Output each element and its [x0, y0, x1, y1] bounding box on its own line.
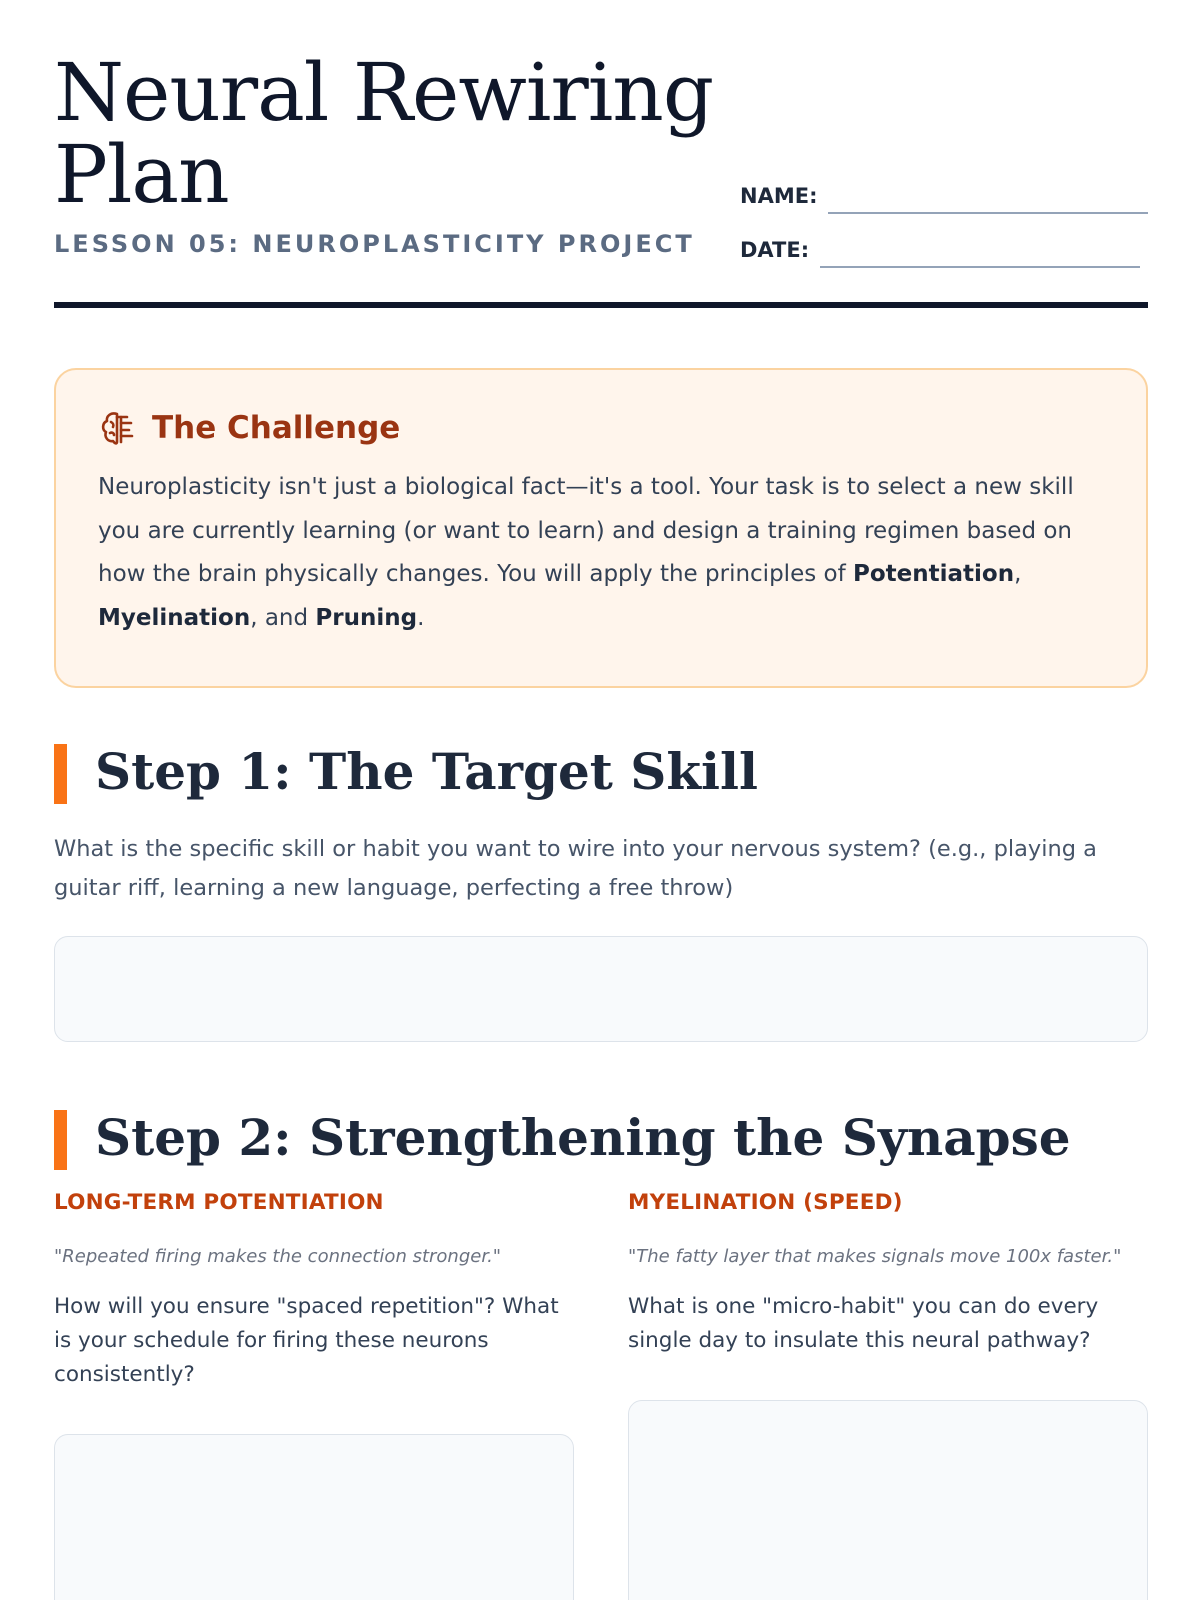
myelination-question: What is one "micro-habit" you can do every single day to insulate this neural pathway?: [628, 1294, 1099, 1353]
step-accent-bar: [54, 744, 67, 804]
name-line[interactable]: [828, 212, 1148, 214]
term-myelination: Myelination: [98, 604, 251, 631]
step2-title: Step 2: Strengthening the Synapse: [95, 1108, 1071, 1167]
potentiation-question: How will you ensure "spaced repetition"? What is your schedule for firing these neurons consistently?: [54, 1294, 559, 1387]
challenge-title: The Challenge: [152, 410, 401, 446]
worksheet-header: [54, 46, 1148, 312]
date-line[interactable]: [820, 266, 1140, 268]
name-label: NAME:: [740, 184, 818, 208]
myelination-answer-box[interactable]: [628, 1400, 1148, 1600]
potentiation-answer-box[interactable]: [54, 1434, 574, 1600]
period: .: [417, 604, 425, 631]
date-field[interactable]: [740, 228, 1148, 268]
term-pruning: Pruning: [315, 604, 418, 631]
lesson-subtitle: LESSON 05: NEUROPLASTICITY PROJECT: [54, 230, 695, 258]
worksheet-page: [54, 0, 1148, 1600]
separator: , and: [250, 604, 316, 631]
header-divider: [54, 302, 1148, 308]
challenge-header: [98, 408, 1104, 448]
date-label: DATE:: [740, 238, 810, 262]
potentiation-heading: LONG-TERM POTENTIATION: [54, 1190, 384, 1215]
step1-title: Step 1: The Target Skill: [95, 742, 758, 801]
separator: ,: [1014, 561, 1022, 587]
name-field[interactable]: [740, 174, 1148, 214]
step1-heading: [54, 744, 1148, 804]
step-accent-bar: [54, 1110, 67, 1170]
page-title: Neural Rewiring Plan: [54, 46, 714, 221]
step2-heading: [54, 1110, 1148, 1170]
myelination-heading: MYELINATION (SPEED): [628, 1190, 903, 1215]
step1-answer-box[interactable]: [54, 936, 1148, 1042]
potentiation-quote: "Repeated firing makes the connection stronger.": [54, 1246, 502, 1267]
challenge-text: [98, 466, 1098, 640]
brain-icon: [98, 408, 138, 448]
step1-prompt: What is the specific skill or habit you want to wire into your nervous system? (e.g., playing a guitar riff, learning a new language, perfecting a free throw): [54, 836, 1097, 901]
challenge-box: [54, 368, 1148, 688]
challenge-intro: Neuroplasticity isn't just a biological fact—it's a tool. Your task is to select a new skill you are currently learning (or want to learn) and design a training regimen based on how the brain physically changes. You will apply the principles of: [98, 474, 1074, 587]
myelination-quote: "The fatty layer that makes signals move 100x faster.": [628, 1246, 1122, 1267]
term-potentiation: Potentiation: [853, 561, 1015, 587]
